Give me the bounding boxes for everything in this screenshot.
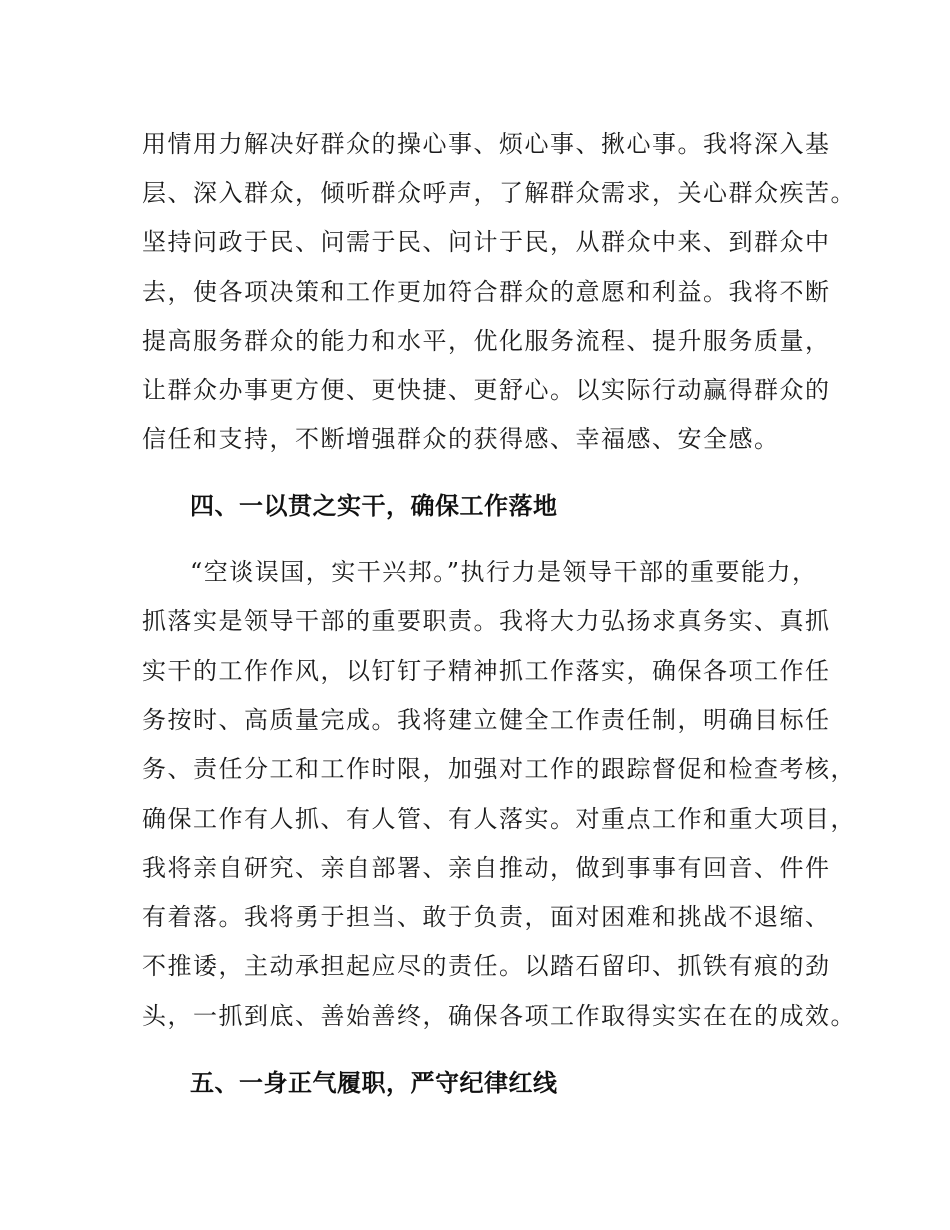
text-line: 层、深入群众，倾听群众呼声，了解群众需求，关心群众疾苦。 [142, 179, 856, 207]
text-line: “空谈误国，实干兴邦。”执行力是领导干部的重要能力， [190, 558, 818, 586]
text-line: 有着落。我将勇于担当、敢于负责，面对困难和挑战不退缩、 [142, 903, 831, 931]
text-line: 用情用力解决好群众的操心事、烦心事、揪心事。我将深入基 [142, 130, 831, 158]
text-line: 去，使各项决策和工作更加符合群众的意愿和利益。我将不断 [142, 278, 831, 306]
text-line: 头，一抓到底、善始善终，确保各项工作取得实实在在的成效。 [142, 1002, 856, 1030]
text-line: 信任和支持，不断增强群众的获得感、幸福感、安全感。 [142, 425, 780, 453]
text-line: 抓落实是领导干部的重要职责。我将大力弘扬求真务实、真抓 [142, 607, 831, 635]
section-heading-5: 五、一身正气履职，严守纪律红线 [190, 1069, 558, 1097]
text-line: 提高服务群众的能力和水平，优化服务流程、提升服务质量， [142, 327, 831, 355]
section-heading-4: 四、一以贯之实干，确保工作落地 [190, 492, 558, 520]
text-line: 务、责任分工和工作时限，加强对工作的跟踪督促和检查考核， [142, 755, 856, 783]
text-line: 务按时、高质量完成。我将建立健全工作责任制，明确目标任 [142, 706, 831, 734]
text-line: 确保工作有人抓、有人管、有人落实。对重点工作和重大项目， [142, 805, 856, 833]
text-line: 我将亲自研究、亲自部署、亲自推动，做到事事有回音、件件 [142, 854, 831, 882]
text-line: 让群众办事更方便、更快捷、更舒心。以实际行动赢得群众的 [142, 376, 831, 404]
text-line: 不推诿，主动承担起应尽的责任。以踏石留印、抓铁有痕的劲 [142, 952, 831, 980]
text-line: 坚持问政于民、问需于民、问计于民，从群众中来、到群众中 [142, 228, 831, 256]
text-line: 实干的工作作风，以钉钉子精神抓工作落实，确保各项工作任 [142, 657, 831, 685]
